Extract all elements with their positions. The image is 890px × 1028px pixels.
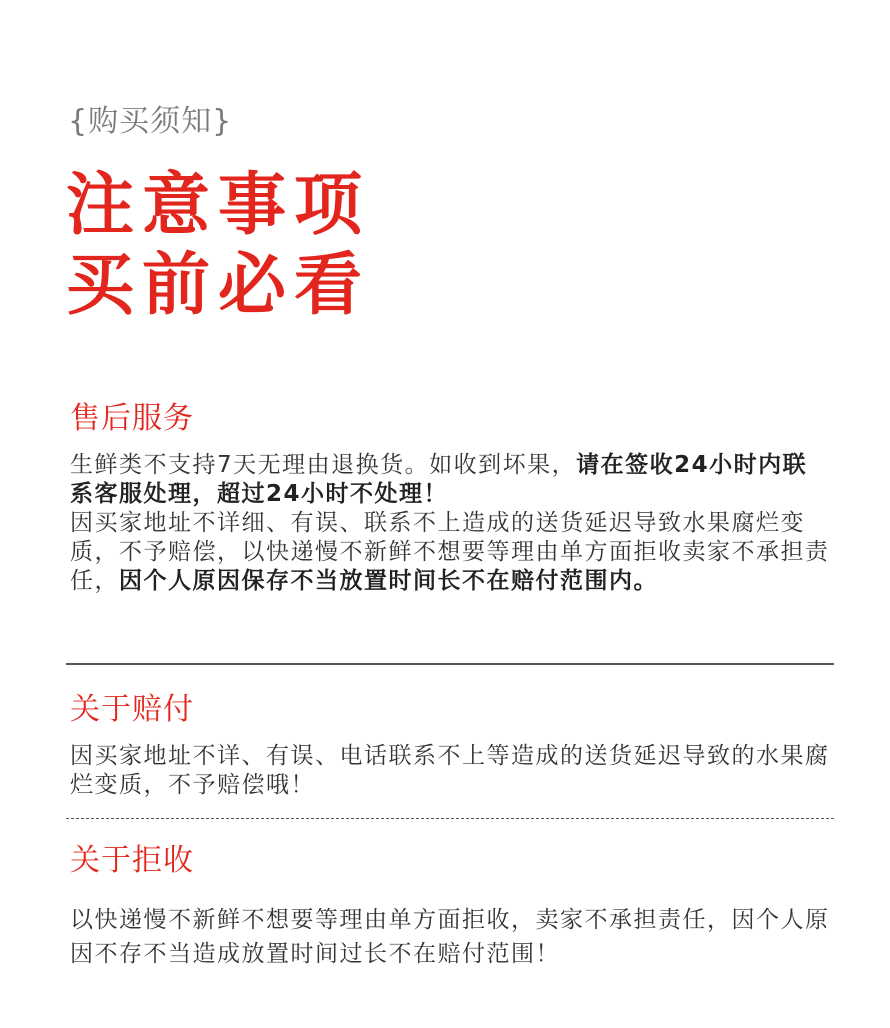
after-sales-p1-bold: 请在签收24小时内联系客服处理，超过24小时不处理！ bbox=[70, 452, 808, 507]
after-sales-title: 售后服务 bbox=[70, 401, 194, 436]
after-sales-p2-normal: 因买家地址不详细、有误、联系不上造成的送货延迟导致水果腐烂变质，不予赔偿，以快递慢不新鲜不想要等理由单方面拒收卖家不承担责任， bbox=[70, 510, 830, 594]
subtitle: {购买须知} bbox=[68, 104, 233, 139]
after-sales-text bbox=[70, 451, 830, 596]
compensation-text: 因买家地址不详、有误、电话联系不上等造成的送货延迟导致的水果腐烂变质，不予赔偿哦！ bbox=[70, 743, 830, 798]
headline-line-2: 买前必看 bbox=[66, 246, 371, 325]
rejection-title: 关于拒收 bbox=[70, 843, 194, 878]
compensation-title: 关于赔付 bbox=[70, 692, 194, 727]
after-sales-p1-normal: 生鲜类不支持7天无理由退换货。如收到坏果， bbox=[70, 452, 577, 478]
headline-line-1: 注意事项 bbox=[66, 166, 371, 245]
section-divider-dashed bbox=[66, 818, 834, 819]
section-divider-solid bbox=[66, 663, 834, 665]
after-sales-p2-bold: 因个人原因保存不当放置时间长不在赔付范围内。 bbox=[119, 568, 658, 594]
rejection-text: 以快递慢不新鲜不想要等理由单方面拒收，卖家不承担责任，因个人原因不存不当造成放置时间过长不在赔付范围！ bbox=[70, 907, 830, 967]
